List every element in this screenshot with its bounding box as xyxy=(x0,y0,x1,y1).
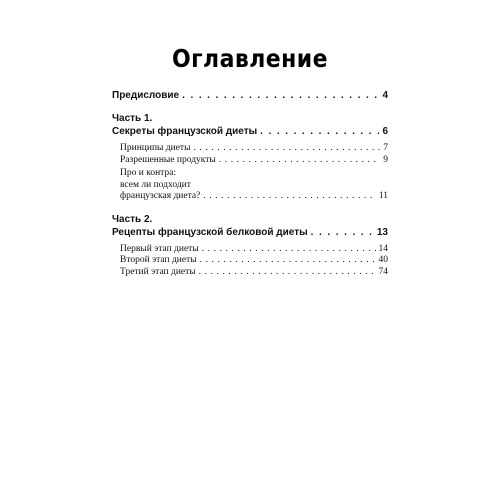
toc-page-number: 74 xyxy=(378,266,388,277)
toc-entry-label: Секреты французской диеты xyxy=(112,126,258,137)
toc-page-number: 9 xyxy=(383,154,388,165)
toc-entry-stage-1[interactable] xyxy=(112,244,388,256)
toc-entry-label: Предисловие xyxy=(112,90,180,101)
toc-entry-preface[interactable] xyxy=(112,89,388,102)
dot-leader xyxy=(203,191,376,203)
toc-entry-pros-cons-line2: всем ли подходит xyxy=(120,179,191,190)
dot-leader xyxy=(202,244,376,256)
toc-page-number: 40 xyxy=(378,255,388,265)
toc-entry-stage-2[interactable] xyxy=(112,255,388,267)
spacer xyxy=(112,102,388,112)
dot-leader xyxy=(199,267,376,279)
toc-entry-label: Первый этап диеты xyxy=(120,243,199,254)
dot-leader xyxy=(193,143,380,155)
toc-entry-part2-heading[interactable] xyxy=(112,226,388,239)
toc-entry-allowed-products[interactable] xyxy=(112,155,388,167)
toc-entry-pros-cons[interactable] xyxy=(112,191,388,203)
toc-entry-part1-heading[interactable] xyxy=(112,125,388,138)
toc-page-number: 7 xyxy=(383,143,388,153)
toc-entry-label: Рецепты французской белковой диеты xyxy=(112,226,308,238)
toc-entry-stage-3[interactable] xyxy=(112,267,388,279)
toc-entry-label: Разрешенные продукты xyxy=(120,154,216,165)
dot-leader xyxy=(182,89,379,102)
dot-leader xyxy=(311,226,374,239)
toc-entry-label: Второй этап диеты xyxy=(120,255,197,265)
toc-page-number: 14 xyxy=(378,243,388,254)
toc-entry-label: Принципы диеты xyxy=(120,143,191,153)
toc-entry-label: Третий этап диеты xyxy=(120,266,196,277)
table-of-contents xyxy=(112,89,388,278)
toc-entry-principles[interactable] xyxy=(112,143,388,155)
page-title: Оглавление xyxy=(171,44,329,73)
spacer xyxy=(112,203,388,213)
dot-leader xyxy=(260,125,379,138)
toc-page-number: 11 xyxy=(378,191,388,201)
toc-page-number: 4 xyxy=(382,90,388,101)
toc-entry-label: французская диета? xyxy=(120,191,201,201)
toc-entry-pros-cons-line1: Про и контра: xyxy=(120,168,177,178)
toc-page-number: 6 xyxy=(382,126,388,137)
toc-page-number: 13 xyxy=(376,226,388,238)
part-label-1: Часть 1. xyxy=(112,113,153,124)
dot-leader xyxy=(219,155,380,167)
part-label-2: Часть 2. xyxy=(112,213,153,225)
dot-leader xyxy=(200,255,376,267)
